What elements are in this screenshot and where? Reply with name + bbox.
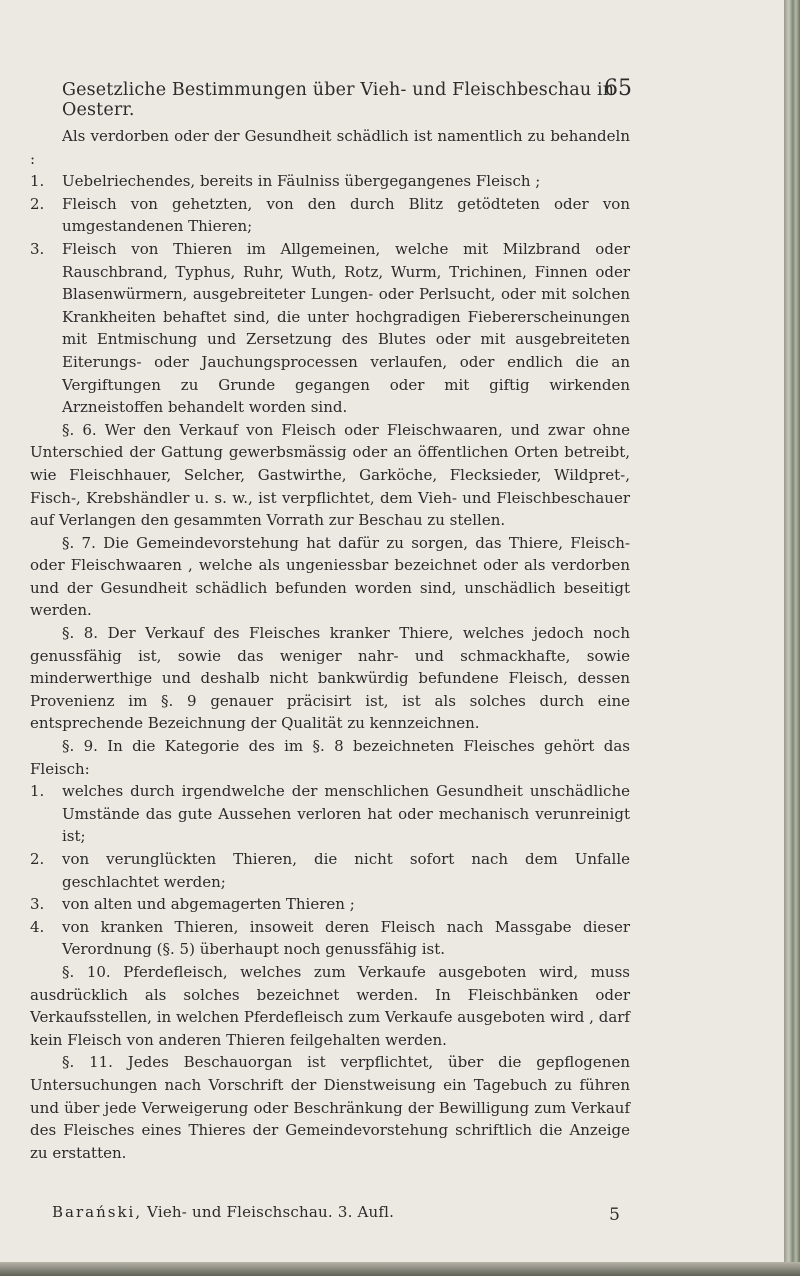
- body-text: [30, 125, 630, 1164]
- signature-mark: 5: [609, 1205, 620, 1225]
- list-item: 2. Fleisch von gehetzten, von den durch Blitz getödteten oder von umgestandenen Thieren;: [30, 194, 630, 236]
- paragraph-8: §. 8. Der Verkauf des Fleisches kranker Thiere, welches jedoch noch genussfähig ist, sowie das weniger nahr- und schmackhafte, sowie minderwerthige und deshalb nicht bankwürdig befundene Fleisch, dessen Provenienz im §. 9 genauer präcisirt ist, ist als solches durch eine entsprechende Bezeichnung der Qualität zu kennzeichnen.: [30, 624, 630, 733]
- footer-author: Barański,: [52, 1203, 143, 1221]
- book-spine-edge: [784, 0, 800, 1276]
- paragraph-6: §. 6. Wer den Verkauf von Fleisch oder Fleischwaaren, und zwar ohne Unterschied der Gattung gewerbsmässig oder an öffentlichen Orten betreibt, wie Fleischhauer, Selcher, Gastwirthe, Garköche, Flecksieder, Wildpret-, Fisch-, Krebshändler u. s. w., ist verpflichtet, dem Vieh- und Fleischbeschauer auf Verlangen den gesammten Vorrath zur Beschau zu stellen.: [30, 420, 630, 530]
- paragraph-9: §. 9. In die Kategorie des im §. 8 bezeichneten Fleisches gehört das Fleisch:: [30, 737, 630, 778]
- paragraph-11: §. 11. Jedes Beschauorgan ist verpflichtet, über die gepflogenen Untersuchungen nach Vorschrift der Dienstweisung ein Tagebuch zu führen und über jede Verweigerung oder Beschränkung der Bewilligung zum Verkauf des Fleisches eines Thieres der Gemeindevorstehung schriftlich die Anzeige zu erstatten.: [30, 1053, 630, 1162]
- running-title: Gesetzliche Bestimmungen über Vieh- und Fleischbeschau in Oesterr.: [62, 80, 615, 120]
- list-item: 3. von alten und abgemagerten Thieren ;: [30, 895, 355, 914]
- list-item: 1. welches durch irgendwelche der menschlichen Gesundheit unschädliche Umstände das gute Aussehen verloren hat oder mechanisch verunreinigt ist;: [30, 782, 630, 846]
- inferior-meat-list: [30, 780, 630, 961]
- page-number: 65: [604, 76, 632, 101]
- spoiled-meat-list: [30, 170, 630, 419]
- list-item: 1. Uebelriechendes, bereits in Fäulniss übergegangenes Fleisch ;: [30, 172, 541, 191]
- page-bottom-edge: [0, 1262, 800, 1276]
- paragraph-10: §. 10. Pferdefleisch, welches zum Verkaufe ausgeboten wird, muss ausdrücklich als solches bezeichnet werden. In Fleischbänken oder Verkaufsstellen, in welchen Pferdefleisch zum Verkaufe ausgeboten wird , darf kein Fleisch von anderen Thieren feilgehalten werden.: [30, 962, 630, 1049]
- intro-sentence: Als verdorben oder der Gesundheit schädlich ist namentlich zu behandeln :: [30, 127, 630, 168]
- running-header: [62, 76, 632, 120]
- footer-book-title: Vieh- und Fleischschau. 3. Aufl.: [142, 1203, 395, 1221]
- footer-citation: [52, 1203, 394, 1221]
- page-footer: [52, 1203, 630, 1227]
- list-item: 2. von verunglückten Thieren, die nicht sofort nach dem Unfalle geschlachtet werden;: [30, 850, 630, 891]
- list-item: 3. Fleisch von Thieren im Allgemeinen, welche mit Milzbrand oder Rauschbrand, Typhus, Ruhr, Wuth, Rotz, Wurm, Trichinen, Finnen oder Blasenwürmern, ausgebreiteter Lungen- oder Perlsucht, oder mit solchen Krankheiten behaftet sind, die unter hochgradigen Fiebererscheinungen mit Entmischung und Zersetzung des Blutes oder mit ausgebreiteten Eiterungs- oder Jauchungsprocessen verlaufen, oder endlich die an Vergiftungen zu Grunde gegangen oder mit giftig wirkenden Arzneistoffen behandelt worden sind.: [30, 239, 630, 417]
- paragraph-7: §. 7. Die Gemeindevorstehung hat dafür zu sorgen, das Thiere, Fleisch- oder Fleischwaaren , welche als ungeniessbar bezeichnet oder als verdorben und der Gesundheit schädlich befunden worden sind, unschädlich beseitigt werden.: [30, 533, 630, 620]
- list-item: 4. von kranken Thieren, insoweit deren Fleisch nach Massgabe dieser Verordnung (§. 5) überhaupt noch genussfähig ist.: [30, 917, 630, 959]
